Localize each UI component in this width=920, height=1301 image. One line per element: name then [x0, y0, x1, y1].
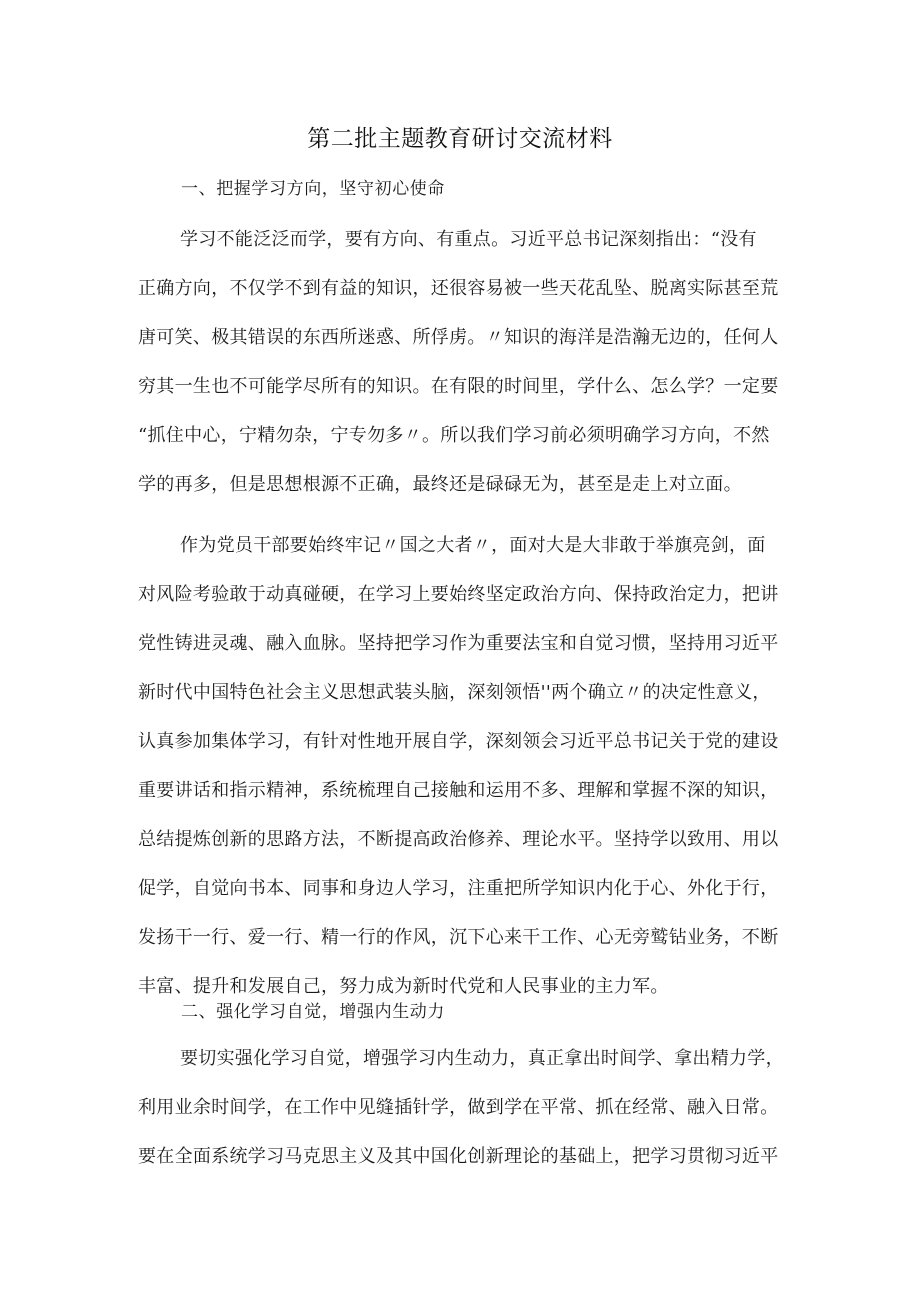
paragraph-line: 丰富、提升和发展自己，努力成为新时代党和人民事业的主力军。 [138, 976, 669, 997]
paragraph-line: 要在全面系统学习马克思主义及其中国化创新理论的基础上，把学习贯彻习近平 [138, 1146, 779, 1167]
paragraph-line: 作为党员干部要始终牢记〃国之大者〃，面对大是大非敢于举旗亮剑，面 [180, 535, 766, 556]
paragraph-line: 正确方向，不仅学不到有益的知识，还很容易被一些天花乱坠、脱离实际甚至荒 [138, 278, 779, 299]
paragraph-1 [138, 215, 779, 509]
paragraph-2 [138, 521, 779, 1011]
paragraph-line: 穷其一生也不可能学尽所有的知识。在有限的时间里，学什么、怎么学？一定要 [138, 376, 779, 397]
paragraph-line: 重要讲话和指示精神，系统梳理自己接触和运用不多、理解和掌握不深的知识， [138, 780, 779, 801]
paragraph-line: 党性铸进灵魂、融入血脉。坚持把学习作为重要法宝和自觉习惯，坚持用习近平 [138, 633, 779, 654]
paragraph-line: 认真参加集体学习，有针对性地开展自学，深刻领会习近平总书记关于党的建设 [138, 731, 779, 752]
paragraph-line: 促学，自觉向书本、同事和身边人学习，注重把所学知识内化于心、外化于行， [138, 878, 779, 899]
paragraph-line: 利用业余时间学，在工作中见缝插针学，做到学在平常、抓在经常、融入日常。 [138, 1097, 779, 1118]
section-heading-2: 二、强化学习自觉，增强内生动力 [181, 1002, 445, 1022]
paragraph-line: 对风险考验敢于动真碰硬，在学习上要始终坚定政治方向、保持政治定力，把讲 [138, 584, 779, 605]
paragraph-line: “抓住中心，宁精勿杂，宁专勿多〃。所以我们学习前必须明确学习方向，不然 [138, 425, 770, 446]
paragraph-line: 要切实强化学习自觉，增强学习内生动力，真正拿出时间学、拿出精力学， [180, 1048, 784, 1069]
paragraph-line: 唐可笑、极其错误的东西所迷惑、所俘虏。〃知识的海洋是浩瀚无边的，任何人 [138, 327, 779, 348]
paragraph-3 [138, 1034, 784, 1181]
paragraph-line: 新时代中国特色社会主义思想武装头脑，深刻领悟''两个确立〃的决定性意义， [138, 682, 771, 703]
section-heading-1: 一、把握学习方向，坚守初心使命 [181, 179, 445, 199]
paragraph-line: 发扬干一行、爱一行、精一行的作风，沉下心来干工作、心无旁鹫钻业务，不断 [138, 927, 779, 948]
paragraph-line: 总结提炼创新的思路方法，不断提高政治修养、理论水平。坚持学以致用、用以 [138, 829, 779, 850]
document-title: 第二批主题教育研讨交流材料 [307, 126, 613, 152]
paragraph-line: 学习不能泛泛而学，要有方向、有重点。习近平总书记深刻指出：“没有 [180, 229, 757, 250]
paragraph-line: 学的再多，但是思想根源不正确，最终还是碌碌无为，甚至是走上对立面。 [138, 474, 742, 495]
